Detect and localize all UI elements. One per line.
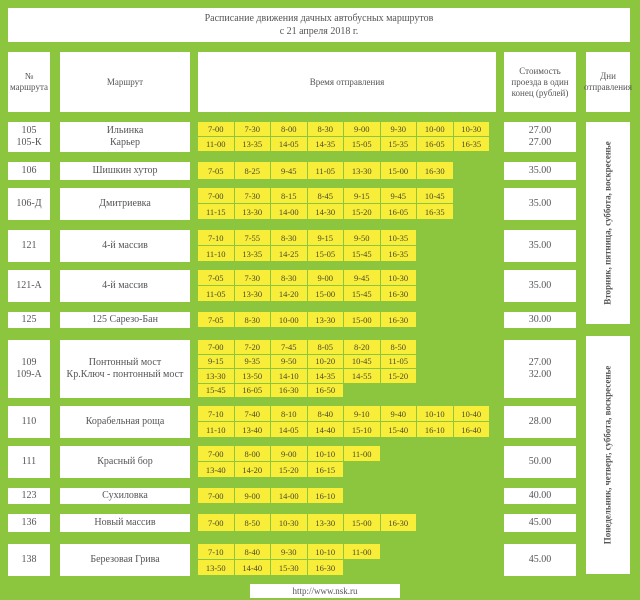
header-price: Стоимость проезда в один конец (рублей) — [504, 52, 576, 112]
route-name-line: Красный бор — [97, 456, 153, 467]
departure-time: 10-30 — [454, 122, 490, 136]
departure-time: 13-30 — [308, 514, 344, 531]
route-price — [504, 162, 576, 180]
departure-time: 13-30 — [198, 369, 234, 383]
route-number-line: 106 — [21, 165, 37, 176]
route-price-line: 27.00 — [528, 137, 552, 148]
departure-time: 7-00 — [198, 188, 234, 203]
route-number-line: 105-К — [16, 137, 42, 148]
route-number-line: 138 — [21, 554, 37, 565]
departure-time: 7-10 — [198, 230, 234, 245]
departure-time: 7-55 — [235, 230, 271, 245]
departure-time: 10-30 — [381, 270, 417, 285]
departure-time: 9-15 — [344, 188, 380, 203]
departure-time: 11-05 — [381, 355, 417, 369]
departure-time: 7-00 — [198, 122, 234, 136]
departure-time: 15-45 — [344, 286, 380, 301]
route-name-line: Шишкин хутор — [92, 165, 158, 176]
route-name-line: Карьер — [110, 137, 140, 148]
departure-time: 8-30 — [235, 312, 271, 327]
header-number: № маршрута — [8, 52, 50, 112]
departure-time: 13-40 — [235, 422, 271, 437]
departure-time: 14-35 — [308, 369, 344, 383]
route-name-line: 125 Сарезо-Бан — [92, 314, 158, 325]
route-price — [504, 188, 576, 220]
departure-time: 9-45 — [381, 188, 417, 203]
route-price — [504, 122, 576, 152]
departure-time: 9-10 — [344, 406, 380, 421]
route-name — [60, 122, 190, 152]
departure-time: 11-05 — [198, 286, 234, 301]
departure-time: 9-45 — [344, 270, 380, 285]
departure-time: 7-05 — [198, 162, 234, 179]
route-price — [504, 312, 576, 328]
departure-time: 7-20 — [235, 340, 271, 354]
route-price-line: 27.00 — [528, 125, 552, 136]
route-name — [60, 230, 190, 262]
departure-time: 8-30 — [308, 122, 344, 136]
route-number — [8, 270, 50, 302]
route-number-line: 121-А — [16, 280, 42, 291]
departure-time: 8-50 — [381, 340, 417, 354]
departure-time: 7-10 — [198, 544, 234, 559]
route-price-line: 35.00 — [528, 280, 552, 291]
departure-time: 15-20 — [344, 204, 380, 219]
departure-time: 7-30 — [235, 270, 271, 285]
departure-time: 11-10 — [198, 246, 234, 261]
days-group-1 — [586, 122, 630, 324]
route-price-line: 35.00 — [528, 240, 552, 251]
departure-time: 16-35 — [381, 246, 417, 261]
departure-time: 8-00 — [235, 446, 271, 461]
route-price — [504, 340, 576, 398]
departure-time: 16-05 — [417, 137, 453, 151]
departure-time: 15-45 — [198, 384, 234, 398]
departure-time: 8-40 — [308, 406, 344, 421]
departure-time: 7-45 — [271, 340, 307, 354]
departure-time: 10-30 — [271, 514, 307, 531]
route-name-line: Ильинка — [106, 125, 144, 136]
departure-time: 7-40 — [235, 406, 271, 421]
departure-time: 16-40 — [454, 422, 490, 437]
departure-time: 14-20 — [271, 286, 307, 301]
route-price — [504, 514, 576, 532]
departure-time: 10-10 — [308, 544, 344, 559]
departure-time: 13-35 — [235, 246, 271, 261]
route-name-line: Кр.Ключ - понтонный мост — [66, 369, 184, 380]
departure-time: 13-30 — [235, 286, 271, 301]
departure-time: 13-30 — [344, 162, 380, 179]
route-price-line: 27.00 — [528, 357, 552, 368]
departure-time: 13-50 — [198, 560, 234, 575]
route-price-line: 45.00 — [528, 554, 552, 565]
title-line-1: Расписание движения дачных автобусных маршрутов — [204, 13, 434, 24]
route-price — [504, 406, 576, 438]
departure-time: 16-30 — [417, 162, 453, 179]
departure-time: 11-10 — [198, 422, 234, 437]
route-number — [8, 188, 50, 220]
route-name — [60, 406, 190, 438]
departure-time: 14-30 — [308, 204, 344, 219]
route-price-line: 50.00 — [528, 456, 552, 467]
departure-time: 16-30 — [381, 286, 417, 301]
departure-time: 14-40 — [235, 560, 271, 575]
route-number — [8, 488, 50, 504]
departure-time: 15-00 — [344, 312, 380, 327]
departure-time: 16-50 — [308, 384, 344, 398]
departure-time: 8-30 — [271, 230, 307, 245]
departure-time: 15-00 — [344, 514, 380, 531]
route-name-line: Понтонный мост — [88, 357, 162, 368]
route-price-line: 45.00 — [528, 517, 552, 528]
departure-time: 7-00 — [198, 446, 234, 461]
departure-time: 8-40 — [235, 544, 271, 559]
days-group-2-text: Понедельник, четверг, суббота, воскресенье — [602, 365, 613, 545]
departure-time: 16-10 — [417, 422, 453, 437]
departure-time: 10-00 — [271, 312, 307, 327]
route-number — [8, 514, 50, 532]
departure-time: 16-05 — [235, 384, 271, 398]
departure-time: 11-15 — [198, 204, 234, 219]
departure-time: 9-30 — [381, 122, 417, 136]
departure-time: 14-10 — [271, 369, 307, 383]
departure-time: 9-35 — [235, 355, 271, 369]
departure-time: 9-15 — [198, 355, 234, 369]
departure-time: 13-40 — [198, 462, 234, 477]
departure-time: 8-45 — [308, 188, 344, 203]
departure-time: 7-05 — [198, 312, 234, 327]
schedule-title — [8, 8, 630, 42]
route-price-line: 35.00 — [528, 198, 552, 209]
departure-time: 11-00 — [344, 446, 380, 461]
header-time: Время отправления — [198, 52, 496, 112]
departure-time: 8-50 — [235, 514, 271, 531]
departure-time: 15-35 — [381, 137, 417, 151]
departure-time: 14-00 — [271, 204, 307, 219]
route-number-line: 111 — [21, 456, 37, 467]
departure-time: 14-20 — [235, 462, 271, 477]
departure-time: 9-00 — [344, 122, 380, 136]
route-name-line: Корабельная роща — [85, 416, 165, 427]
departure-time: 7-00 — [198, 488, 234, 503]
departure-time: 15-45 — [344, 246, 380, 261]
departure-time: 7-10 — [198, 406, 234, 421]
departure-time: 14-40 — [308, 422, 344, 437]
departure-time: 10-10 — [308, 446, 344, 461]
departure-time: 13-50 — [235, 369, 271, 383]
departure-time: 16-10 — [308, 488, 344, 503]
departure-time: 11-05 — [308, 162, 344, 179]
departure-time: 10-10 — [417, 406, 453, 421]
departure-time: 9-50 — [344, 230, 380, 245]
route-number — [8, 406, 50, 438]
departure-time: 13-30 — [308, 312, 344, 327]
route-number-line: 110 — [21, 416, 37, 427]
days-group-2 — [586, 336, 630, 574]
departure-time: 10-00 — [417, 122, 453, 136]
route-name — [60, 514, 190, 532]
route-number — [8, 446, 50, 478]
route-price-line: 35.00 — [528, 165, 552, 176]
departure-time: 13-30 — [235, 204, 271, 219]
departure-time: 13-35 — [235, 137, 271, 151]
route-name-line: Березовая Грива — [90, 554, 160, 565]
departure-time: 10-20 — [308, 355, 344, 369]
departure-time: 11-00 — [344, 544, 380, 559]
departure-time: 7-05 — [198, 270, 234, 285]
route-name — [60, 488, 190, 504]
route-name — [60, 446, 190, 478]
departure-time: 8-15 — [271, 188, 307, 203]
departure-time: 16-30 — [381, 514, 417, 531]
departure-time: 16-35 — [454, 137, 490, 151]
departure-time: 9-30 — [271, 544, 307, 559]
route-price — [504, 544, 576, 576]
departure-time: 16-05 — [381, 204, 417, 219]
header-route: Маршрут — [60, 52, 190, 112]
route-name-line: Дмитриевка — [99, 198, 151, 209]
departure-time: 15-20 — [271, 462, 307, 477]
departure-time: 14-55 — [344, 369, 380, 383]
route-number — [8, 544, 50, 576]
departure-time: 9-00 — [235, 488, 271, 503]
departure-time: 8-30 — [271, 270, 307, 285]
footer-link[interactable]: http://www.nsk.ru — [250, 584, 400, 598]
route-name-line: 4-й массив — [102, 240, 148, 251]
departure-time: 15-20 — [381, 369, 417, 383]
route-price-line: 28.00 — [528, 416, 552, 427]
departure-time: 11-00 — [198, 137, 234, 151]
departure-time: 7-00 — [198, 340, 234, 354]
route-number-line: 109 — [21, 357, 37, 368]
departure-time: 9-00 — [271, 446, 307, 461]
route-number — [8, 162, 50, 180]
departure-time: 16-30 — [308, 560, 344, 575]
days-group-1-text: Вторник, пятница, суббота, воскресенье — [602, 141, 613, 305]
departure-time: 15-40 — [381, 422, 417, 437]
departure-time: 10-45 — [344, 355, 380, 369]
route-price-line: 32.00 — [528, 369, 552, 380]
route-number — [8, 340, 50, 398]
route-name-line: Сухиловка — [102, 490, 148, 501]
departure-time: 15-10 — [344, 422, 380, 437]
departure-time: 10-45 — [417, 188, 453, 203]
route-number — [8, 122, 50, 152]
departure-time: 10-35 — [381, 230, 417, 245]
departure-time: 16-30 — [271, 384, 307, 398]
departure-time: 15-05 — [344, 137, 380, 151]
route-name — [60, 340, 190, 398]
route-number-line: 121 — [21, 240, 37, 251]
departure-time: 14-05 — [271, 137, 307, 151]
departure-time: 8-05 — [308, 340, 344, 354]
route-name — [60, 188, 190, 220]
departure-time: 9-00 — [308, 270, 344, 285]
departure-time: 8-20 — [344, 340, 380, 354]
departure-time: 14-00 — [271, 488, 307, 503]
departure-time: 15-00 — [308, 286, 344, 301]
departure-time: 8-10 — [271, 406, 307, 421]
route-name — [60, 162, 190, 180]
route-price-line: 40.00 — [528, 490, 552, 501]
departure-time: 14-35 — [308, 137, 344, 151]
header-days: Дни отправления — [586, 52, 630, 112]
departure-time: 15-05 — [308, 246, 344, 261]
departure-time: 9-40 — [381, 406, 417, 421]
route-name — [60, 544, 190, 576]
departure-time: 8-00 — [271, 122, 307, 136]
departure-time: 16-15 — [308, 462, 344, 477]
route-number — [8, 312, 50, 328]
route-number — [8, 230, 50, 262]
route-price — [504, 270, 576, 302]
departure-time: 9-15 — [308, 230, 344, 245]
departure-time: 15-00 — [381, 162, 417, 179]
departure-time: 7-30 — [235, 122, 271, 136]
route-price — [504, 446, 576, 478]
route-name — [60, 270, 190, 302]
departure-time: 16-30 — [381, 312, 417, 327]
departure-time: 10-40 — [454, 406, 490, 421]
route-number-line: 105 — [21, 125, 37, 136]
route-number-line: 125 — [21, 314, 37, 325]
route-name — [60, 312, 190, 328]
route-name-line: 4-й массив — [102, 280, 148, 291]
departure-time: 14-25 — [271, 246, 307, 261]
route-number-line: 106-Д — [16, 198, 42, 209]
departure-time: 16-35 — [417, 204, 453, 219]
title-line-2: с 21 апреля 2018 г. — [279, 26, 359, 37]
route-number-line: 123 — [21, 490, 37, 501]
departure-time: 8-25 — [235, 162, 271, 179]
departure-time: 9-45 — [271, 162, 307, 179]
departure-time: 7-00 — [198, 514, 234, 531]
route-price — [504, 230, 576, 262]
departure-time: 7-30 — [235, 188, 271, 203]
route-number-line: 136 — [21, 517, 37, 528]
departure-time: 15-30 — [271, 560, 307, 575]
departure-time: 14-05 — [271, 422, 307, 437]
route-name-line: Новый массив — [94, 517, 156, 528]
route-price-line: 30.00 — [528, 314, 552, 325]
departure-time: 9-50 — [271, 355, 307, 369]
route-number-line: 109-А — [16, 369, 42, 380]
route-price — [504, 488, 576, 504]
